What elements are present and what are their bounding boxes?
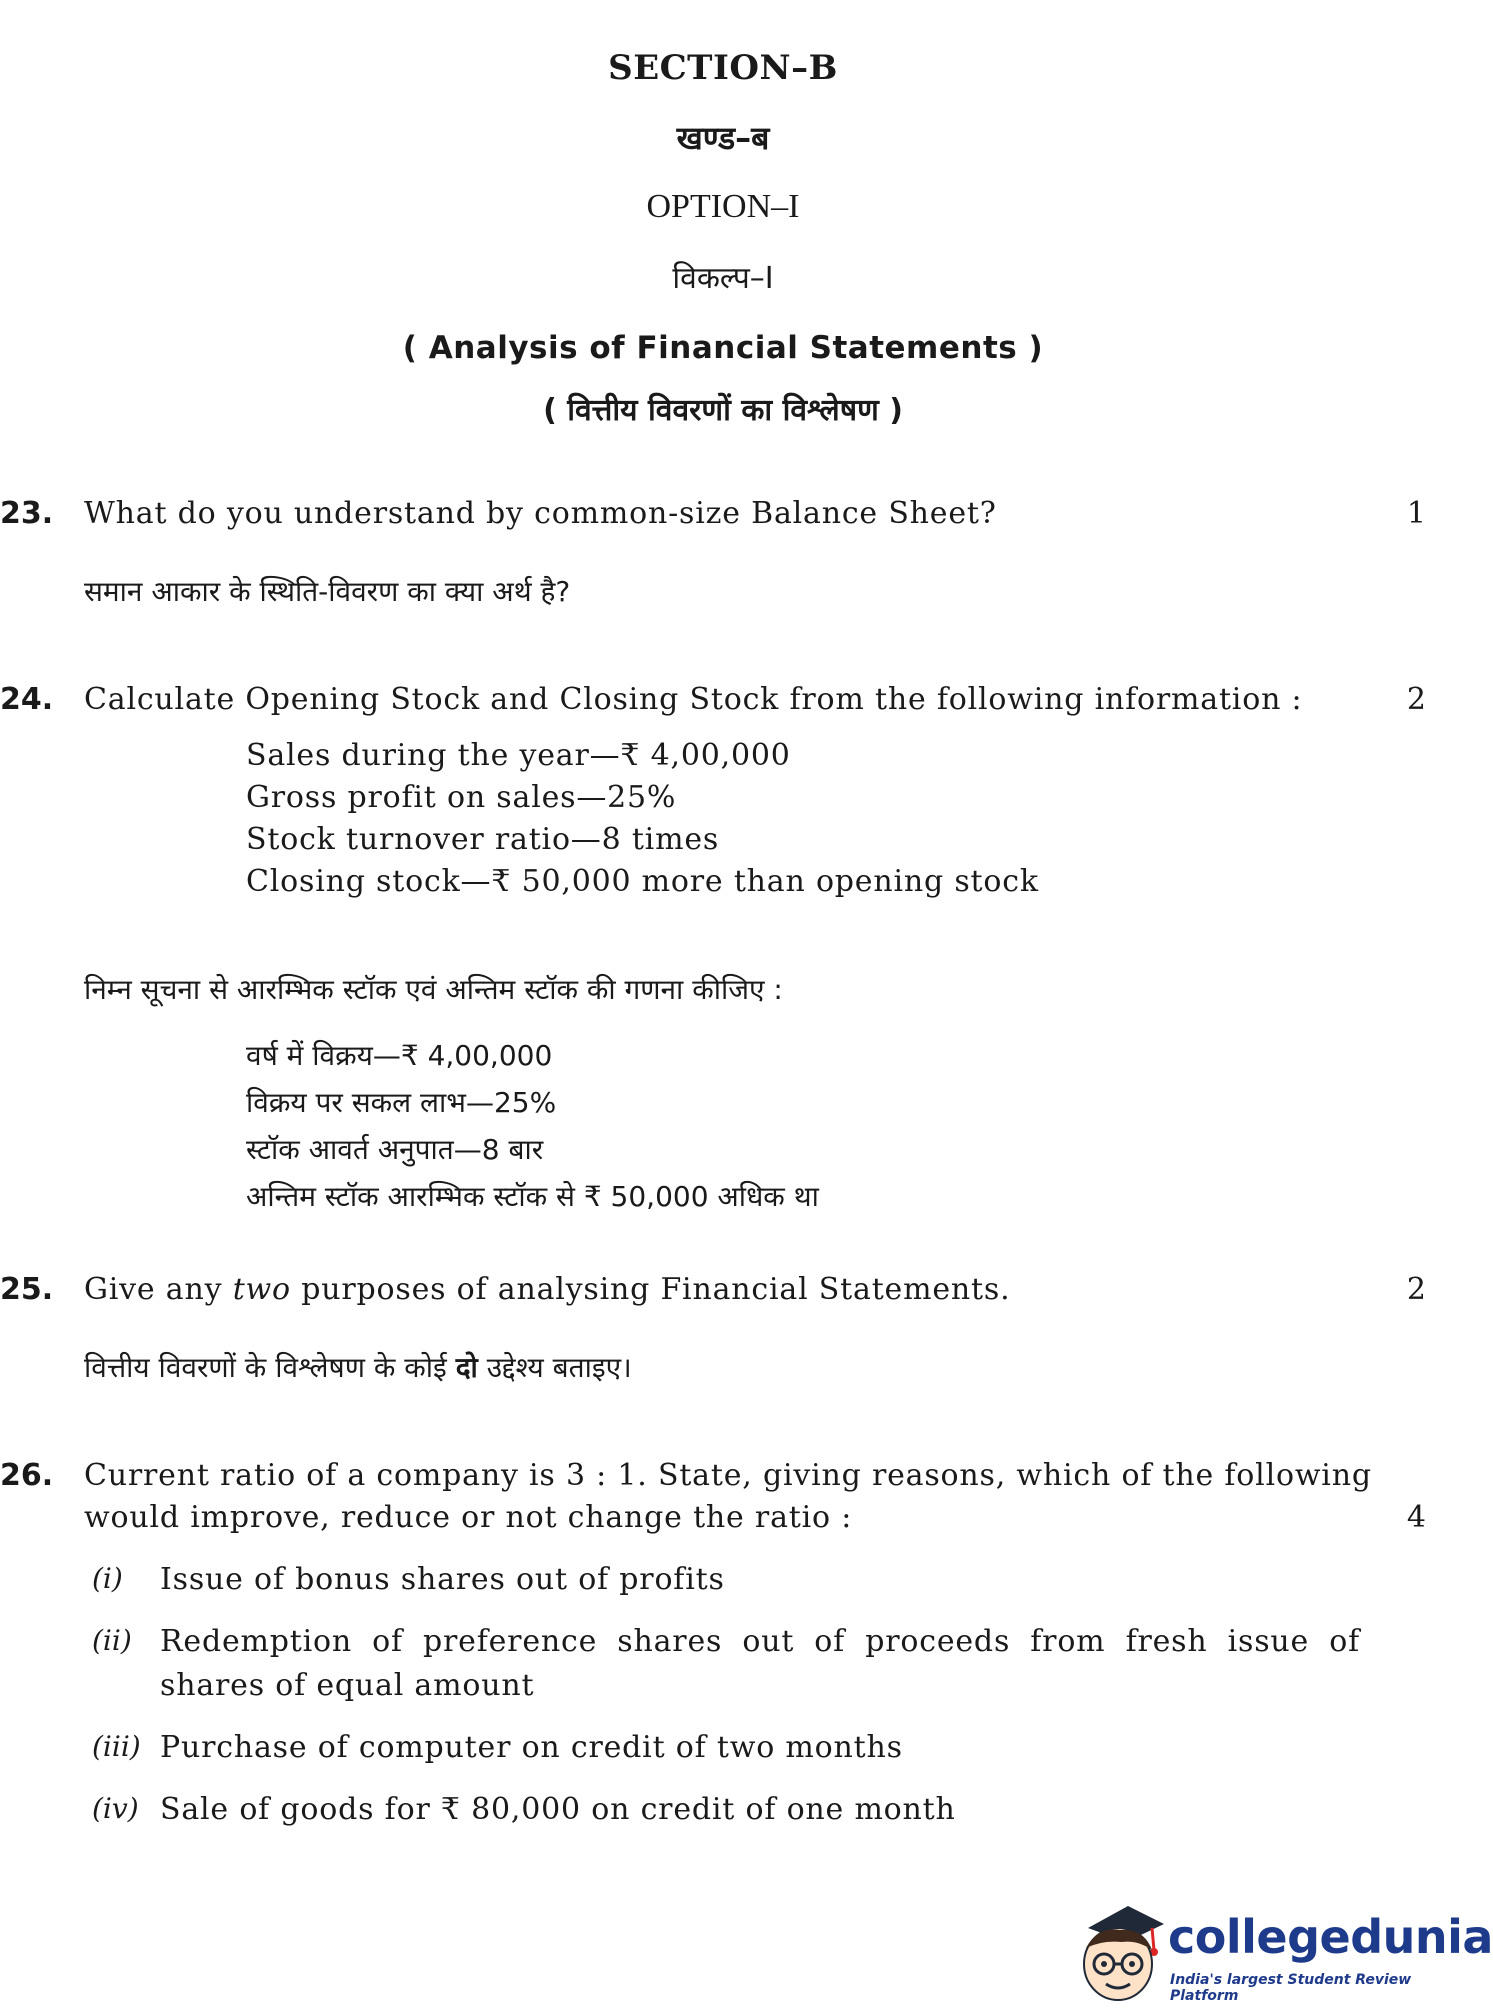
question-number-26: 26. [0,1458,54,1493]
question-24-data-line-hindi: अन्तिम स्टॉक आरम्भिक स्टॉक से ₹ 50,000 अधिक था [246,1180,819,1213]
question-23-marks: 1 [1406,496,1426,531]
question-24-data-line: Gross profit on sales—25% [246,780,677,815]
question-23-text: What do you understand by common-size Balance Sheet? [84,496,997,531]
sub-item-text: Redemption of preference shares out of proceeds from fresh issue of shares of equal amount [160,1624,1360,1703]
question-25-text-hindi [84,1348,632,1386]
question-25-text-part: Give any [84,1272,233,1307]
question-24-data-line-hindi: विक्रय पर सकल लाभ—25% [246,1086,557,1119]
question-25-text [84,1272,1010,1307]
sub-item-text: Purchase of computer on credit of two months [160,1730,903,1765]
question-26-marks: 4 [1406,1500,1426,1535]
question-number-25: 25. [0,1272,54,1307]
question-23-text-hindi: समान आकार के स्थिति-विवरण का क्या अर्थ है? [84,575,571,608]
question-24-data-line: Sales during the year—₹ 4,00,000 [246,738,791,773]
question-25-marks: 2 [1406,1272,1426,1307]
sub-item-numeral: (i) [92,1562,123,1595]
question-24-text-hindi: निम्न सूचना से आरम्भिक स्टॉक एवं अन्तिम स्टॉक की गणना कीजिए : [84,973,783,1006]
option-title: OPTION–I [646,188,800,225]
question-25-hindi-part: वित्तीय विवरणों के विश्लेषण के कोई [84,1351,456,1384]
sub-item-numeral: (iv) [92,1792,139,1825]
sub-item-text: Sale of goods for ₹ 80,000 on credit of one month [160,1792,956,1827]
question-25-text-part: purposes of analysing Financial Statements. [290,1272,1011,1307]
topic-title-hindi: ( वित्तीय विवरणों का विश्लेषण ) [543,393,903,428]
question-24-data-line: Closing stock—₹ 50,000 more than opening stock [246,864,1039,899]
collegedunia-tagline: India's largest Student Review Platform [1170,1972,1412,2004]
section-title-hindi: खण्ड–ब [676,119,770,157]
question-26-line-2: would improve, reduce or not change the ratio : [84,1500,853,1535]
question-25-hindi-emphasis: दो [455,1351,478,1384]
section-title: SECTION–B [608,48,838,88]
question-24-marks: 2 [1406,682,1426,717]
question-25-emphasis: two [232,1272,291,1307]
sub-item-numeral: (iii) [92,1730,141,1763]
question-24-data-line-hindi: स्टॉक आवर्त अनुपात—8 बार [246,1133,544,1166]
question-24-data-line-hindi: वर्ष में विक्रय—₹ 4,00,000 [246,1039,553,1072]
option-title-hindi: विकल्प–I [672,261,774,296]
question-24-data-line: Stock turnover ratio—8 times [246,822,720,857]
sub-item-numeral: (ii) [92,1624,132,1657]
question-number-24: 24. [0,682,54,717]
question-26-line-1: Current ratio of a company is 3 : 1. State, giving reasons, which of the following [84,1458,1372,1493]
question-24-text: Calculate Opening Stock and Closing Stock from the following information : [84,682,1303,717]
mascot-icon [1068,1898,1168,2008]
question-number-23: 23. [0,496,54,531]
collegedunia-brand: collegedunia [1168,1910,1493,1964]
sub-item-text: Issue of bonus shares out of profits [160,1562,725,1597]
question-25-hindi-part: उद्देश्य बताइए। [477,1351,632,1384]
topic-title: ( Analysis of Financial Statements ) [402,330,1044,366]
